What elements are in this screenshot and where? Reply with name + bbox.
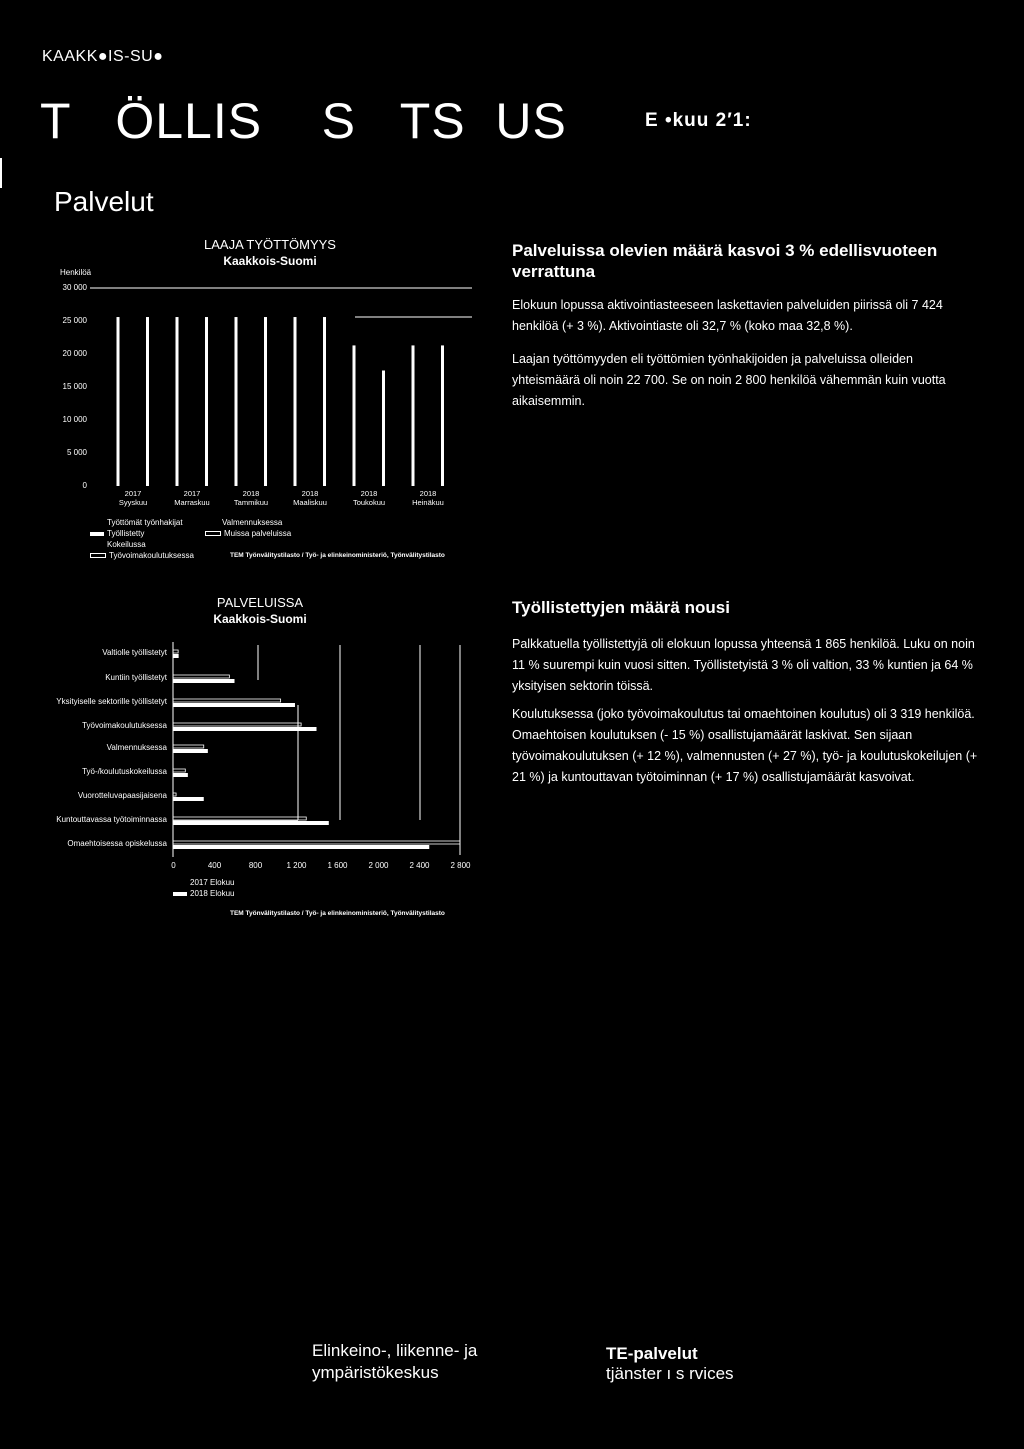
chart1-x-tick-label: 2018 Heinäkuu [412,489,444,507]
chart2-x-tick-label: 400 [207,861,222,870]
chart2-bar-2018 [173,654,179,658]
chart2-source: TEM Työnvälitystilasto / Työ- ja elinkeinoministeriö, Työnvälitystilasto [230,910,445,917]
chart1-bar [382,371,385,487]
chart1-x-tick-label: 2017 Marraskuu [174,489,210,507]
legend-item: Muissa palveluissa [205,528,291,539]
chart2-category-label: Kuntiin työllistetyt [105,673,167,682]
text2-heading: Työllistettyjen määrä nousi [512,598,730,617]
chart1-y-tick-label: 10 000 [62,415,87,424]
chart2-category-label: Työ-/koulutuskokeilussa [82,767,167,776]
text1-paragraph-1: Elokuun lopussa aktivointiasteeseen laskettavien palveluiden piirissä oli 7 424 henkilöä (+ 3 %). Aktivointiaste oli 32,7 % (koko maa 32,8 %). [512,298,943,333]
section-title: Palvelut [54,186,154,217]
legend-item: Kokeilussa [107,540,146,549]
legend-item: Työttömät työnhakijat [107,518,183,527]
chart2-category-label: Vuorotteluvapaasijaisena [77,791,167,800]
chart2-x-tick-label: 2 000 [368,861,389,870]
chart1-y-tick-label: 15 000 [62,382,87,391]
chart2-bar-2018 [173,679,235,683]
chart1-x-tick-label: 2018 Tammikuu [233,489,269,507]
chart1-y-tick-label: 0 [82,481,87,490]
chart2-category-label: Yksityiselle sektorille työllistetyt [56,697,167,706]
te-palvelut-logo-text: TE-palvelut tjänster ı s rvices [606,1344,734,1383]
chart2-bar-2018 [173,845,429,849]
chart2-bar-2018 [173,773,188,777]
chart1-bar [146,317,149,486]
chart1-y-tick-label: 5 000 [66,448,87,457]
chart1-bar [117,317,120,486]
chart1-bar [441,345,444,486]
legend-swatch-solid [173,892,187,896]
chart1-bar [264,317,267,486]
legend-swatch-solid [90,532,104,536]
chart1-bar [294,317,297,486]
chart1-title-block [180,237,360,268]
chart2-bar-2017 [173,675,229,678]
legend-item: Valmennuksessa [222,518,283,527]
chart2-title-block [180,595,340,626]
legend-item: Työllistetty [90,528,194,539]
chart1-y-tick-label: 20 000 [62,349,87,358]
chart1-x-tick-label: 2018 Toukokuu [352,489,386,507]
region-label: KAAKK●IS-SU● [42,48,164,65]
chart1-x-tick-label: 2018 Maaliskuu [293,489,327,507]
chart1-y-tick-label: 30 000 [62,283,87,292]
chart1-bar [323,317,326,486]
chart1-bar [205,317,208,486]
chart2-bar-2017 [173,817,306,820]
chart2-bar-2017 [173,769,185,772]
chart2-bar-2018 [173,749,208,753]
chart1-bar [176,317,179,486]
chart1-x-tick-label: 2017 Syyskuu [118,489,148,507]
chart2-bar-2017 [173,650,178,653]
legend-item: 2017 Elokuu [190,878,235,887]
chart1-y-unit: Henkilöä [60,268,92,277]
text2-paragraph-2: Koulutuksessa (joko työvoimakoulutus tai omaehtoinen koulutus) oli 3 319 henkilöä. Omaehtoisen koulutuksen (- 15 %) osallistujamäärät laskivat. Sen sijaan työvoimakoulutuksen (+ 12 %), valmennusten (+ 27 %), työ- ja koulutuskokeilujen (+ 21 %) ja kuntouttavan työtoiminnan (+ 17 %) osallistujamäärät kasvoivat. [512,707,978,784]
chart2-x-tick-label: 2 800 [450,861,471,870]
chart2-bar-2017 [173,723,301,726]
chart1-bar [235,317,238,486]
chart2-x-tick-label: 1 600 [327,861,348,870]
legend-swatch-outline [205,531,221,536]
text2-paragraph-1: Palkkatuella työllistettyjä oli elokuun lopussa yhteensä 1 865 henkilöä. Luku on noin 11 % suurempi kuin vuosi sitten. Työllistetyistä 3 % oli valtion, 33 % kuntien ja 64 % yksityisen sektorin töissä. [512,637,975,693]
legend-item: 2018 Elokuu [173,888,234,899]
chart2-category-label: Valtiolle työllistetyt [102,648,167,657]
legend-item: Työvoimakoulutuksessa [90,550,194,561]
chart1-subtitle: Kaakkois-Suomi [223,254,317,268]
chart1-title: LAAJA TYÖTTÖMYYS [204,237,336,252]
chart2-x-tick-label: 1 200 [286,861,307,870]
page-title: T ÖLLIS S TS US [40,93,567,149]
chart2-x-tick-label: 800 [248,861,263,870]
chart1-bar [412,345,415,486]
chart2-category-label: Valmennuksessa [106,743,167,752]
chart1-y-tick-label: 25 000 [62,316,87,325]
chart2-title: PALVELUISSA [216,595,304,610]
chart1-legend-col2 [205,517,291,539]
chart2-bar-2018 [173,727,317,731]
chart2-bar-2017 [173,745,204,748]
legend-swatch-outline [90,553,106,558]
chart2-legend [173,877,234,899]
chart2-x-tick-label: 0 [171,861,176,870]
month-label: E •kuu 2′1: [645,110,752,131]
chart2-x-tick-label: 2 400 [409,861,430,870]
margin-marker [0,158,2,188]
chart2-category-label: Kuntouttavassa työtoiminnassa [56,815,167,824]
chart2-bar-2017 [173,699,281,702]
text1-paragraph-2: Laajan työttömyyden eli työttömien työnhakijoiden ja palveluissa olleiden yhteismäärä oli noin 22 700. Se on noin 2 800 henkilöä vähemmän kuin vuotta aikaisemmin. [512,352,946,408]
chart2-subtitle: Kaakkois-Suomi [213,612,307,626]
text1-heading: Palveluissa olevien määrä kasvoi 3 % edellisvuoteen verrattuna [512,241,938,281]
chart2-bar-2018 [173,797,204,801]
ely-logo-text: Elinkeino-, liikenne- ja ympäristökeskus [312,1341,478,1382]
chart2-bar-2018 [173,821,329,825]
chart1-bar [353,345,356,486]
chart1-legend-col1 [90,517,194,561]
chart2-bar-2017 [173,841,460,844]
chart2-category-label: Työvoimakoulutuksessa [82,721,167,730]
chart1-source: TEM Työnvälitystilasto / Työ- ja elinkeinoministeriö, Työnvälitystilasto [230,552,445,559]
chart2-category-label: Omaehtoisessa opiskelussa [67,839,167,848]
chart2-bar-2018 [173,703,295,707]
